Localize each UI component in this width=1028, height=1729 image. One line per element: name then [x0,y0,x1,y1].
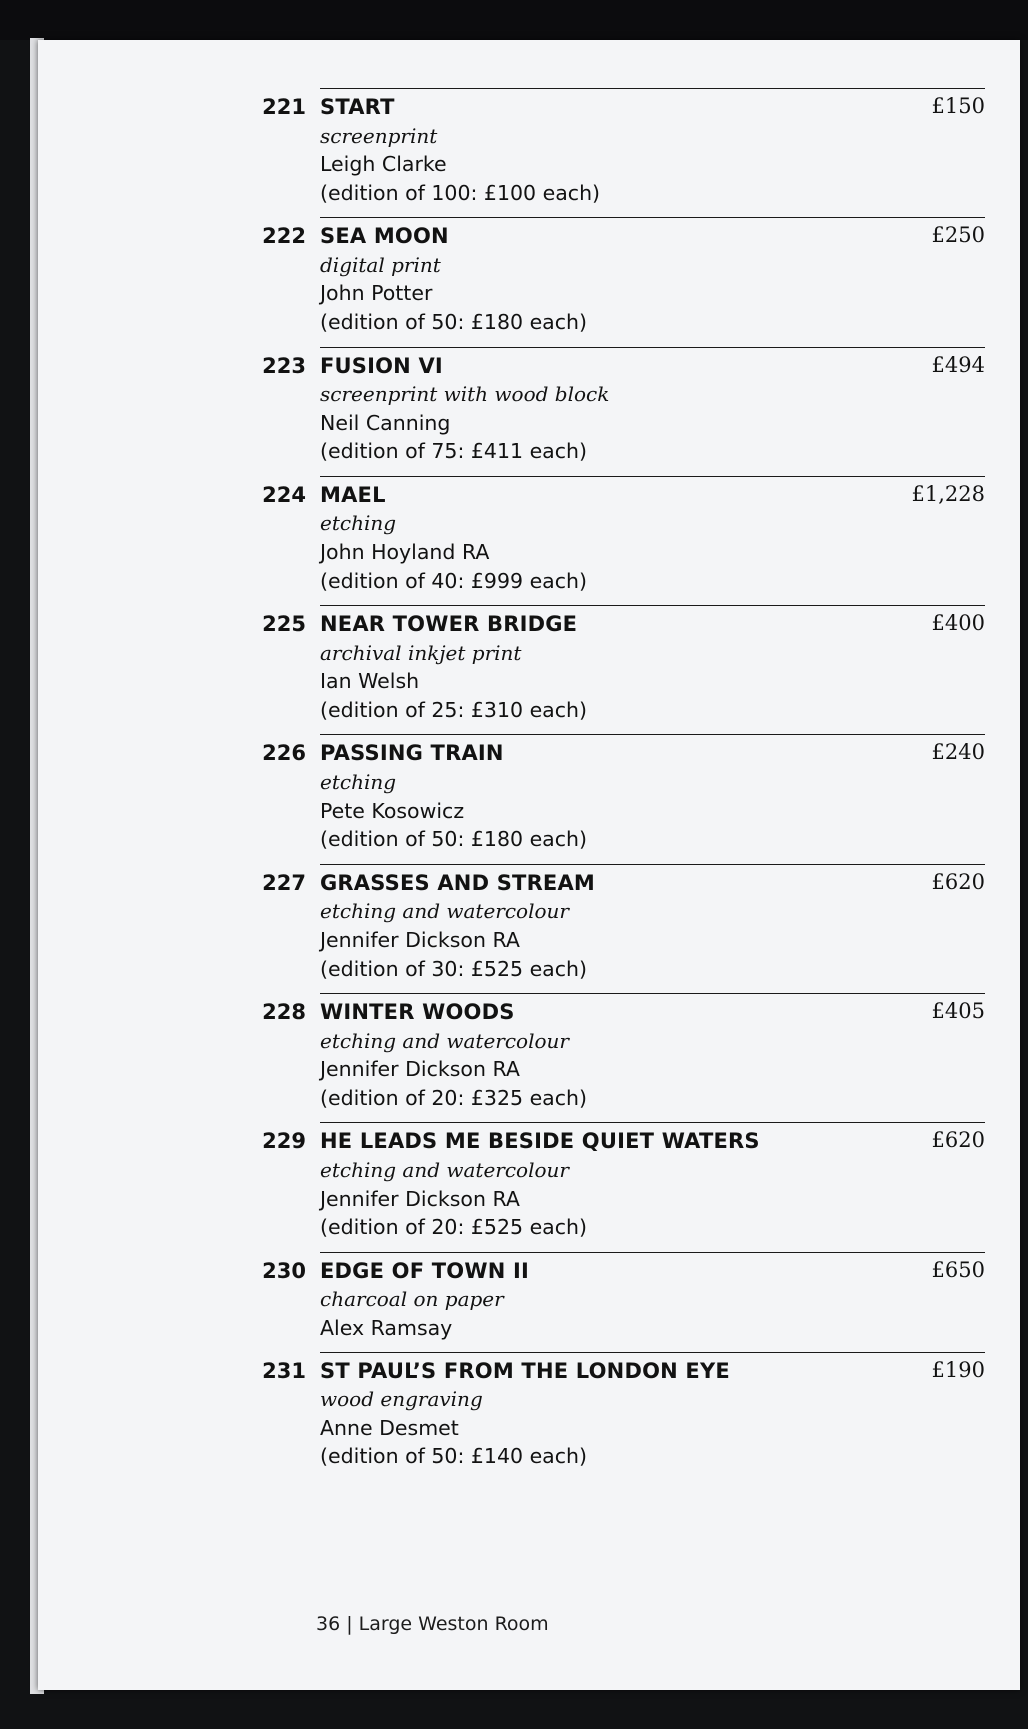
catalogue-entry [38,1122,1020,1251]
entry-price: £494 [931,352,985,377]
entry-divider [320,1352,985,1353]
entry-price: £1,228 [911,481,985,506]
entry-number: 227 [262,870,306,895]
entry-number: 228 [262,1000,306,1025]
entry-artist: John Hoyland RA [320,540,490,565]
entry-number: 222 [262,224,306,249]
entry-artist: John Potter [320,281,433,306]
entry-artist: Jennifer Dickson RA [320,927,520,952]
catalogue-list [38,88,1020,1481]
entry-title: GRASSES AND STREAM [320,870,596,895]
entry-edition: (edition of 25: £310 each) [320,697,588,722]
entry-title: EDGE OF TOWN II [320,1258,530,1283]
catalogue-entry [38,605,1020,734]
entry-divider [320,605,985,606]
entry-artist: Anne Desmet [320,1415,459,1440]
entry-divider [320,1122,985,1123]
entry-artist: Pete Kosowicz [320,798,465,823]
entry-medium: screenprint with wood block [320,382,610,407]
catalogue-entry [38,217,1020,346]
entry-divider [320,864,985,865]
entry-price: £250 [931,223,985,248]
entry-price: £650 [931,1257,985,1282]
entry-edition: (edition of 100: £100 each) [320,180,601,205]
entry-medium: archival inkjet print [320,640,522,665]
entry-details [320,222,587,336]
catalogue-entry [38,476,1020,605]
entry-details [320,93,600,207]
entry-medium: etching and watercolour [320,1028,569,1053]
entry-title: WINTER WOODS [320,1000,515,1025]
entry-number: 225 [262,612,306,637]
entry-medium: digital print [320,252,441,277]
entry-title: START [320,95,395,119]
entry-divider [320,217,985,218]
catalogue-entry [38,1252,1020,1352]
entry-title: NEAR TOWER BRIDGE [320,612,578,637]
entry-title: FUSION VI [320,353,443,378]
entry-price: £400 [931,611,985,636]
entry-number: 224 [262,482,306,507]
entry-divider [320,1252,985,1253]
scan-background-top [0,0,1028,40]
entry-edition: (edition of 20: £525 each) [320,1215,588,1240]
catalogue-entry [38,993,1020,1122]
entry-divider [320,734,985,735]
entry-price: £405 [931,999,985,1024]
entry-details [320,1127,760,1241]
entry-details [320,352,609,466]
entry-price: £620 [931,1128,985,1153]
entry-divider [320,993,985,994]
catalogue-entry [38,88,1020,217]
entry-edition: (edition of 40: £999 each) [320,568,588,593]
entry-price: £150 [931,94,985,118]
entry-details [320,739,587,853]
entry-price: £620 [931,869,985,894]
entry-artist: Ian Welsh [320,669,420,694]
catalogue-page [38,40,1020,1690]
entry-title: ST PAUL’S FROM THE LONDON EYE [320,1358,730,1383]
entry-details [320,481,587,595]
entry-divider [320,476,985,477]
entry-edition: (edition of 50: £180 each) [320,310,588,335]
entry-divider [320,88,985,89]
entry-medium: charcoal on paper [320,1287,504,1312]
entry-number: 226 [262,741,306,766]
entry-edition: (edition of 30: £525 each) [320,956,588,981]
entry-title: SEA MOON [320,224,449,249]
entry-details [320,610,587,724]
entry-title: HE LEADS ME BESIDE QUIET WATERS [320,1129,760,1154]
entry-artist: Jennifer Dickson RA [320,1186,520,1211]
entry-number: 223 [262,353,306,378]
page-footer: 36 | Large Weston Room [316,1613,549,1635]
entry-price: £240 [931,740,985,765]
entry-edition: (edition of 75: £411 each) [320,439,588,464]
catalogue-entry [38,347,1020,476]
entry-number: 229 [262,1129,306,1154]
catalogue-entry [38,864,1020,993]
entry-details [320,869,595,983]
entry-details [320,998,587,1112]
entry-number: 230 [262,1258,306,1283]
entry-medium: etching and watercolour [320,899,569,924]
entry-title: PASSING TRAIN [320,741,504,766]
entry-artist: Jennifer Dickson RA [320,1057,520,1082]
entry-title: MAEL [320,482,386,507]
entry-artist: Neil Canning [320,410,451,435]
entry-edition: (edition of 50: £180 each) [320,827,588,852]
entry-artist: Alex Ramsay [320,1315,453,1340]
entry-details [320,1257,529,1343]
entry-artist: Leigh Clarke [320,152,447,177]
entry-edition: (edition of 50: £140 each) [320,1444,588,1469]
entry-edition: (edition of 20: £325 each) [320,1085,588,1110]
entry-divider [320,347,985,348]
entry-number: 231 [262,1358,306,1383]
entry-price: £190 [931,1357,985,1382]
entry-medium: etching [320,770,397,795]
entry-medium: wood engraving [320,1387,483,1412]
catalogue-entry [38,1352,1020,1481]
entry-medium: etching [320,511,397,536]
entry-number: 221 [262,95,306,119]
entry-medium: screenprint [320,123,438,148]
entry-medium: etching and watercolour [320,1157,569,1182]
catalogue-entry [38,734,1020,863]
entry-details [320,1357,730,1471]
